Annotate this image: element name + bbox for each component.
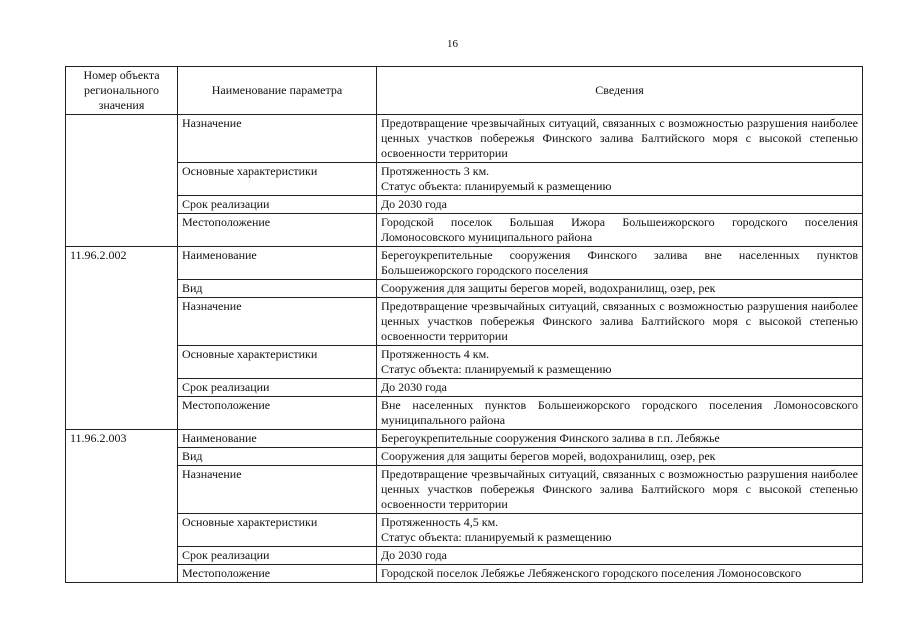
table-row <box>66 214 863 247</box>
object-number-cell <box>66 115 178 247</box>
parameter-cell: Наименование <box>178 247 377 280</box>
table-row <box>66 115 863 163</box>
parameter-cell: Местоположение <box>178 397 377 430</box>
table-row <box>66 196 863 214</box>
info-line: Протяженность 4 км. <box>381 347 490 361</box>
parameter-cell: Наименование <box>178 430 377 448</box>
parameter-cell: Назначение <box>178 466 377 514</box>
info-cell: Предотвращение чрезвычайных ситуаций, связанных с возможностью разрушения наиболее ценных участков побережья Финского залива Балтийского моря с высокой степенью освоенности территории <box>377 466 863 514</box>
parameter-cell: Срок реализации <box>178 379 377 397</box>
info-cell: Предотвращение чрезвычайных ситуаций, связанных с возможностью разрушения наиболее ценных участков побережья Финского залива Балтийского моря с высокой степенью освоенности территории <box>377 298 863 346</box>
info-cell: Вне населенных пунктов Большеижорского городского поселения Ломоносовского муниципального района <box>377 397 863 430</box>
table-row <box>66 346 863 379</box>
table-row <box>66 379 863 397</box>
table-row <box>66 547 863 565</box>
table-header-row <box>66 67 863 115</box>
table-row <box>66 448 863 466</box>
table-row <box>66 514 863 547</box>
parameter-cell: Срок реализации <box>178 196 377 214</box>
parameter-cell: Основные характеристики <box>178 346 377 379</box>
info-line: Статус объекта: планируемый к размещению <box>381 530 612 544</box>
parameter-cell: Вид <box>178 280 377 298</box>
parameter-cell: Назначение <box>178 298 377 346</box>
info-cell: Сооружения для защиты берегов морей, водохранилищ, озер, рек <box>377 280 863 298</box>
info-line: Статус объекта: планируемый к размещению <box>381 362 612 376</box>
object-number-cell: 11.96.2.003 <box>66 430 178 583</box>
info-cell <box>377 346 863 379</box>
table-row <box>66 247 863 280</box>
info-cell: До 2030 года <box>377 196 863 214</box>
parameter-cell: Вид <box>178 448 377 466</box>
parameters-table <box>65 66 863 583</box>
table-row <box>66 163 863 196</box>
parameter-cell: Местоположение <box>178 565 377 583</box>
table-row <box>66 298 863 346</box>
table-row <box>66 397 863 430</box>
info-cell: До 2030 года <box>377 379 863 397</box>
parameter-cell: Срок реализации <box>178 547 377 565</box>
info-cell: Городской поселок Большая Ижора Большеижорского городского поселения Ломоносовского муниципального района <box>377 214 863 247</box>
info-cell <box>377 514 863 547</box>
header-object-number: Номер объекта регионального значения <box>66 67 178 115</box>
info-cell <box>377 163 863 196</box>
table-row <box>66 430 863 448</box>
table-row <box>66 565 863 583</box>
info-cell: Сооружения для защиты берегов морей, водохранилищ, озер, рек <box>377 448 863 466</box>
info-cell: Предотвращение чрезвычайных ситуаций, связанных с возможностью разрушения наиболее ценных участков побережья Финского залива Балтийского моря с высокой степенью освоенности территории <box>377 115 863 163</box>
table-row <box>66 280 863 298</box>
table-row <box>66 466 863 514</box>
parameter-cell: Назначение <box>178 115 377 163</box>
info-line: Протяженность 4,5 км. <box>381 515 499 529</box>
header-info: Сведения <box>377 67 863 115</box>
page-number: 16 <box>447 38 458 50</box>
info-cell: Городской поселок Лебяжье Лебяженского городского поселения Ломоносовского <box>377 565 863 583</box>
info-line: Протяженность 3 км. <box>381 164 490 178</box>
parameter-cell: Местоположение <box>178 214 377 247</box>
info-line: Статус объекта: планируемый к размещению <box>381 179 612 193</box>
header-parameter: Наименование параметра <box>178 67 377 115</box>
info-cell: Берегоукрепительные сооружения Финского залива вне населенных пунктов Большеижорского городского поселения <box>377 247 863 280</box>
parameter-cell: Основные характеристики <box>178 514 377 547</box>
info-cell: До 2030 года <box>377 547 863 565</box>
object-number-cell: 11.96.2.002 <box>66 247 178 430</box>
info-cell: Берегоукрепительные сооружения Финского залива в г.п. Лебяжье <box>377 430 863 448</box>
parameter-cell: Основные характеристики <box>178 163 377 196</box>
